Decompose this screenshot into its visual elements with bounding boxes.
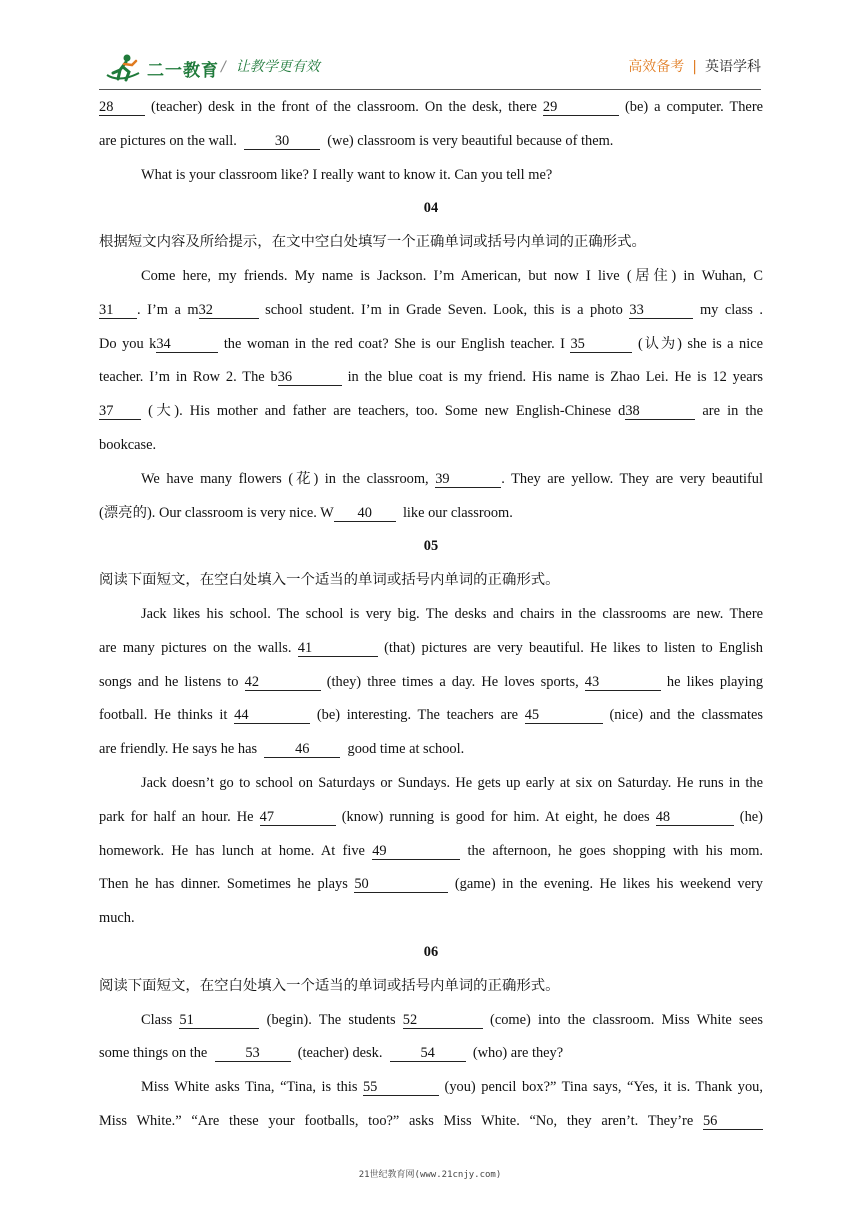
text-segment: (大). His mother and father are teachers, too. Some new English-Chinese d xyxy=(148,403,626,420)
page-header xyxy=(99,44,761,90)
blank-50: 50 xyxy=(354,876,448,893)
section-number: 04 xyxy=(423,200,439,217)
blank-31: 31 xyxy=(99,302,137,319)
text-segment: the afternoon, he goes shopping with his mom. xyxy=(467,842,763,859)
text-line xyxy=(99,868,763,902)
blank-42: 42 xyxy=(245,674,321,691)
text-segment: (who) are they? xyxy=(472,1045,564,1062)
text-line xyxy=(99,395,763,429)
text-segment: (that) pictures are very beautiful. He likes to listen to English xyxy=(384,639,764,656)
brand-name: 二一教育 xyxy=(147,60,219,81)
text-line: Jack doesn’t go to school on Saturdays or Sundays. He gets up early at six on Saturday. He runs in the xyxy=(141,774,763,791)
text-line: What is your classroom like? I really want to know it. Can you tell me? xyxy=(141,166,553,183)
text-segment: the woman in the red coat? She is our English teacher. I xyxy=(223,335,565,352)
text-line xyxy=(99,91,763,125)
blank-32: 32 xyxy=(199,302,259,319)
blank-40: 40 xyxy=(334,505,396,522)
text-line xyxy=(99,463,763,497)
text-line xyxy=(99,1105,763,1139)
blank-29: 29 xyxy=(543,99,619,116)
blank-45: 45 xyxy=(525,707,603,724)
text-segment: football. He thinks it xyxy=(99,707,228,724)
blank-28: 28 xyxy=(99,99,145,116)
text-line xyxy=(99,699,763,733)
text-segment: (漂亮的). Our classroom is very nice. W xyxy=(99,504,334,521)
text-line: Come here, my friends. My name is Jackson. I’m American, but now I live (居住) in Wuhan, C xyxy=(141,267,763,284)
subject-label: 英语学科 xyxy=(705,59,761,75)
text-segment: We have many flowers (花) in the classroom, xyxy=(141,470,429,487)
text-segment: Miss White.” “Are these your footballs, too?” asks Miss White. “No, they aren’t. They’re xyxy=(99,1112,694,1129)
text-segment: he likes playing xyxy=(666,673,764,690)
blank-44: 44 xyxy=(234,707,310,724)
text-segment: (you) pencil box?” Tina says, “Yes, it is. Thank you, xyxy=(444,1079,763,1096)
blank-52: 52 xyxy=(403,1012,483,1029)
text-line xyxy=(99,801,763,835)
text-segment: teacher. I’m in Row 2. The b xyxy=(99,369,278,386)
text-line xyxy=(99,733,763,767)
text-line xyxy=(99,361,763,395)
text-segment: Then he has dinner. Sometimes he plays xyxy=(99,876,348,893)
text-line xyxy=(99,1071,763,1105)
blank-53: 53 xyxy=(215,1045,291,1062)
blank-35: 35 xyxy=(570,336,632,353)
text-segment: are many pictures on the walls. xyxy=(99,639,292,656)
text-segment: (come) into the classroom. Miss White sees xyxy=(490,1011,763,1028)
text-segment: (teacher) desk. xyxy=(297,1045,383,1062)
text-segment: (know) running is good for him. At eight, he does xyxy=(341,808,650,825)
text-line xyxy=(99,1004,763,1038)
header-separator: | xyxy=(692,59,697,75)
text-segment: in the blue coat is my friend. His name is Zhao Lei. He is 12 years xyxy=(347,369,763,386)
slogan: / 让教学更有效 xyxy=(221,59,320,75)
blank-33: 33 xyxy=(629,302,693,319)
blank-38: 38 xyxy=(625,403,695,420)
text-segment: Do you k xyxy=(99,335,157,352)
blank-54: 54 xyxy=(390,1045,466,1062)
exam-label: 高效备考 xyxy=(628,59,685,75)
text-segment: (they) three times a day. He loves sports, xyxy=(326,673,579,690)
blank-36: 36 xyxy=(278,369,342,386)
text-line xyxy=(99,294,763,328)
blank-49: 49 xyxy=(372,843,460,860)
document-body xyxy=(99,91,763,1139)
text-line: much. xyxy=(99,910,135,927)
text-segment: songs and he listens to xyxy=(99,673,239,690)
section-number: 05 xyxy=(423,538,439,555)
text-segment: are friendly. He says he has xyxy=(99,741,258,758)
blank-51: 51 xyxy=(179,1012,259,1029)
text-segment: homework. He has lunch at home. At five xyxy=(99,842,365,859)
text-segment: park for half an hour. He xyxy=(99,808,254,825)
text-segment: are pictures on the wall. xyxy=(99,132,237,149)
runner-logo-icon xyxy=(105,53,143,83)
text-segment: (we) classroom is very beautiful because of them. xyxy=(327,132,614,149)
blank-46: 46 xyxy=(264,741,340,758)
blank-30: 30 xyxy=(244,133,320,150)
text-segment: . I’m a m xyxy=(137,301,199,318)
text-line: Jack likes his school. The school is very big. The desks and chairs in the classrooms are new. There xyxy=(141,605,763,622)
text-line: bookcase. xyxy=(99,436,157,453)
text-segment: some things on the xyxy=(99,1045,208,1062)
blank-41: 41 xyxy=(298,640,378,657)
blank-55: 55 xyxy=(363,1079,439,1096)
section-instruction: 根据短文内容及所给提示，在文中空白处填写一个正确单词或括号内单词的正确形式。 xyxy=(99,234,646,251)
text-segment: (he) xyxy=(739,808,763,825)
text-segment: Class xyxy=(141,1011,173,1028)
text-line xyxy=(99,835,763,869)
text-segment: good time at school. xyxy=(347,741,465,758)
text-segment: my class . xyxy=(699,301,764,318)
blank-47: 47 xyxy=(260,809,336,826)
text-segment: (begin). The students xyxy=(266,1011,396,1028)
text-line xyxy=(99,125,763,159)
page-footer: 21世纪教育网(www.21cnjy.com) xyxy=(358,1170,502,1180)
text-segment: are in the xyxy=(702,403,763,420)
blank-43: 43 xyxy=(585,674,661,691)
text-segment: (teacher) desk in the front of the classroom. On the desk, there xyxy=(151,99,537,115)
blank-56: 56 xyxy=(703,1113,763,1130)
blank-34: 34 xyxy=(156,336,218,353)
text-line xyxy=(99,497,763,531)
text-segment: like our classroom. xyxy=(402,504,513,521)
blank-48: 48 xyxy=(656,809,734,826)
text-segment: school student. I’m in Grade Seven. Look, this is a photo xyxy=(265,301,623,318)
text-line xyxy=(99,632,763,666)
text-segment: (nice) and the classmates xyxy=(609,707,764,724)
text-line xyxy=(99,666,763,700)
blank-39: 39 xyxy=(435,471,501,488)
text-segment: (be) interesting. The teachers are xyxy=(316,707,519,724)
text-segment: (认为) she is a nice xyxy=(637,335,763,352)
section-number: 06 xyxy=(423,943,439,960)
text-segment: (be) a computer. There xyxy=(624,99,763,115)
logo xyxy=(105,50,219,86)
subject-info xyxy=(628,56,761,76)
text-line xyxy=(99,328,763,362)
text-segment: . They are yellow. They are very beautiful xyxy=(501,470,763,487)
section-instruction: 阅读下面短文，在空白处填入一个适当的单词或括号内单词的正确形式。 xyxy=(99,977,560,994)
text-segment: (game) in the evening. He likes his weekend very xyxy=(454,876,764,893)
text-line xyxy=(99,1037,763,1071)
section-instruction: 阅读下面短文，在空白处填入一个适当的单词或括号内单词的正确形式。 xyxy=(99,572,560,589)
slogan-text: 让教学更有效 xyxy=(235,59,320,75)
blank-37: 37 xyxy=(99,403,141,420)
text-segment: Miss White asks Tina, “Tina, is this xyxy=(141,1079,358,1096)
